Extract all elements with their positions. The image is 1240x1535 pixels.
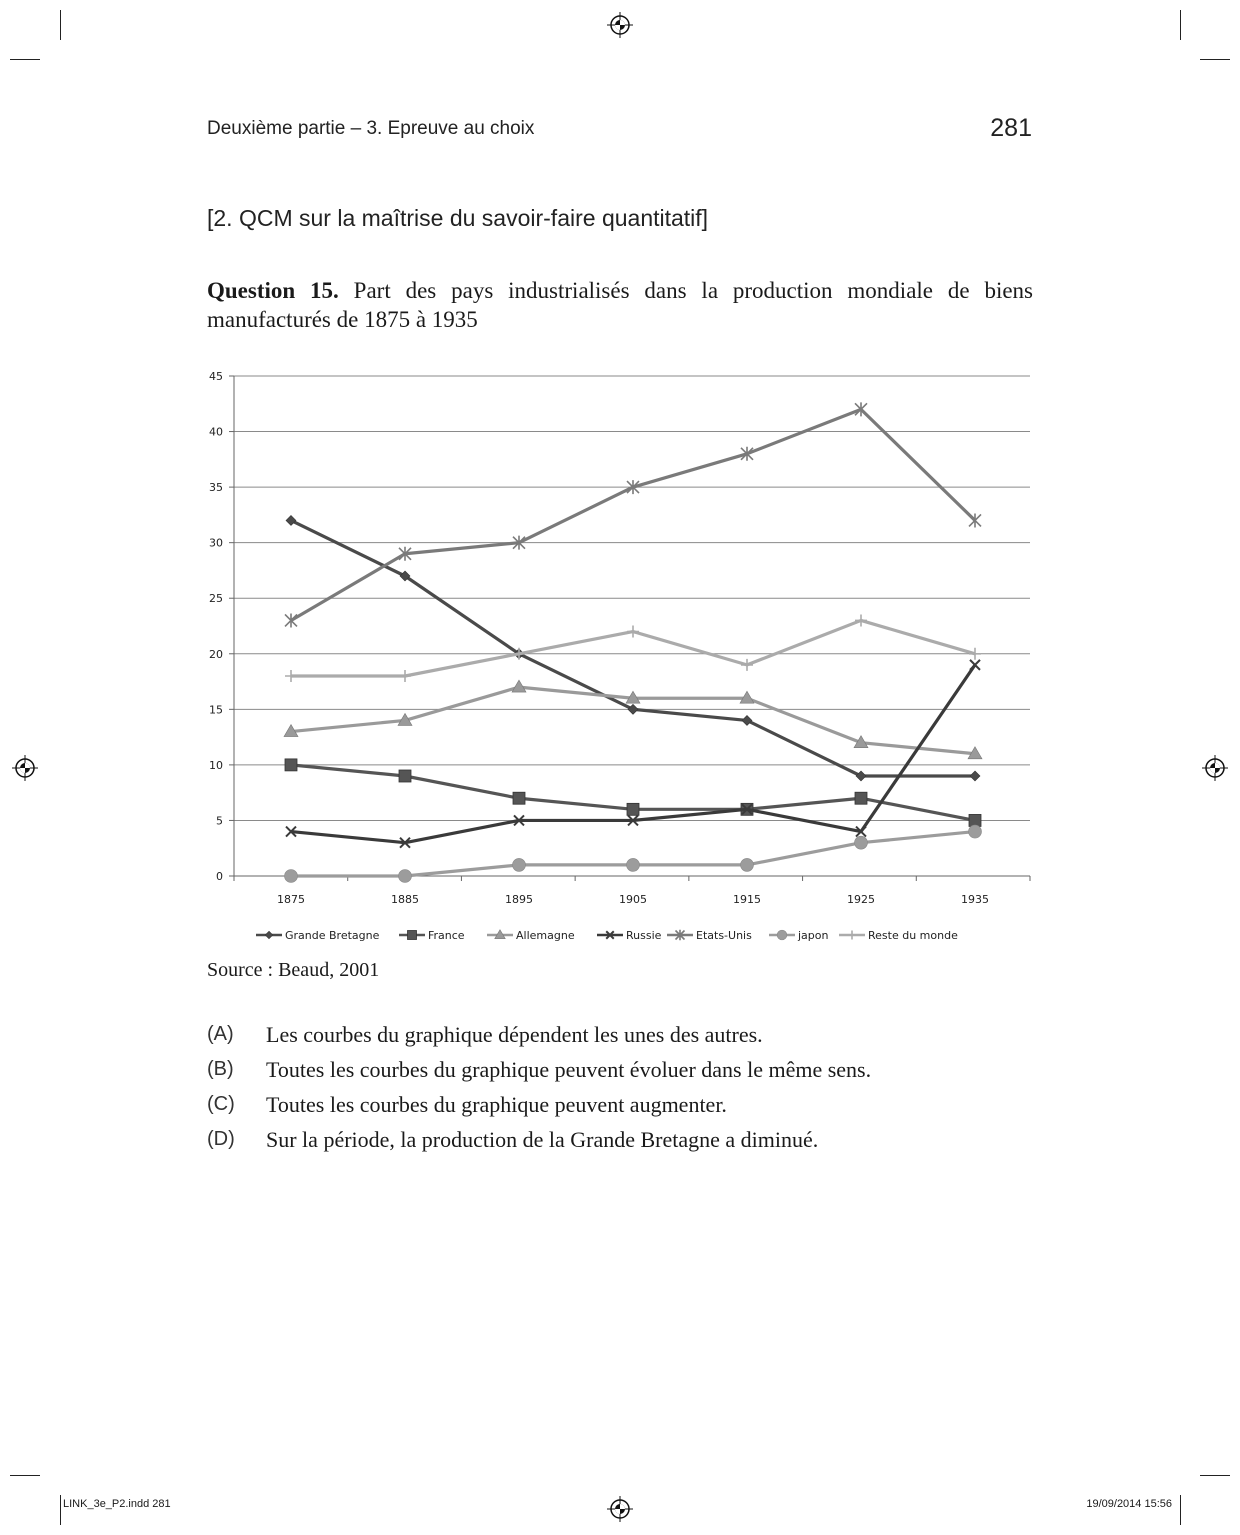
- data-point: [627, 803, 639, 815]
- y-tick-label: 40: [209, 425, 223, 439]
- series-etats-unis: [285, 402, 981, 627]
- slug-file: LINK_3e_P2.indd 281: [63, 1498, 171, 1510]
- crop-mark: [1180, 10, 1181, 40]
- legend-label: Allemagne: [516, 929, 575, 942]
- x-tick-label: 1875: [277, 893, 305, 906]
- y-tick-label: 25: [209, 592, 223, 606]
- data-point: [777, 930, 787, 940]
- question-body: Part des pays industrialisés dans la production mondiale de biens manufacturés de 1875 à 1935: [207, 278, 1034, 332]
- answer-option[interactable]: [207, 1122, 1037, 1157]
- crop-mark: [1200, 59, 1230, 60]
- slug-date: 19/09/2014 15:56: [1086, 1498, 1172, 1510]
- x-tick-label: 1935: [961, 893, 989, 906]
- chart-series: [284, 402, 982, 882]
- legend-item: [839, 929, 958, 942]
- series-russie: [286, 660, 980, 848]
- y-tick-label: 0: [216, 870, 223, 883]
- line-chart: [190, 360, 1040, 955]
- legend-label: Grande Bretagne: [285, 929, 380, 942]
- option-text: Les courbes du graphique dépendent les unes des autres.: [266, 1021, 763, 1047]
- data-point: [285, 670, 297, 682]
- y-tick-label: 10: [209, 758, 223, 772]
- legend-label: Reste du monde: [868, 929, 958, 942]
- series-grande-bretagne: [286, 515, 980, 781]
- data-point: [741, 858, 754, 871]
- data-point: [399, 670, 411, 682]
- data-point: [856, 771, 866, 781]
- x-tick-label: 1895: [505, 893, 533, 906]
- legend-item: [769, 929, 829, 942]
- registration-mark-icon: [12, 755, 38, 781]
- y-tick-label: 20: [209, 647, 223, 661]
- option-text: Sur la période, la production de la Grande Bretagne a diminué.: [266, 1126, 819, 1152]
- data-point: [285, 759, 297, 771]
- legend-item: [597, 929, 662, 942]
- data-point: [408, 931, 417, 940]
- data-point: [969, 513, 981, 527]
- data-point: [969, 814, 981, 826]
- answer-option[interactable]: [207, 1017, 1037, 1052]
- crop-mark: [1200, 1475, 1230, 1476]
- y-tick-label: 35: [209, 481, 223, 495]
- data-point: [969, 825, 982, 838]
- series-allemagne: [284, 680, 982, 759]
- legend-label: japon: [798, 929, 829, 942]
- data-point: [848, 931, 857, 940]
- question-text: [207, 276, 1033, 334]
- answer-options: [207, 1017, 1037, 1157]
- data-point: [399, 770, 411, 782]
- data-point: [969, 648, 981, 660]
- data-point: [741, 659, 753, 671]
- data-point: [513, 858, 526, 871]
- data-point: [627, 858, 640, 871]
- legend-item: [256, 929, 380, 942]
- chart-axes: [209, 370, 1030, 906]
- data-point: [265, 931, 273, 939]
- legend-item: [487, 929, 575, 942]
- answer-option[interactable]: [207, 1087, 1037, 1122]
- crop-mark: [10, 59, 40, 60]
- option-letter: (B): [207, 1058, 234, 1080]
- x-tick-label: 1915: [733, 893, 761, 906]
- series-line: [291, 409, 975, 620]
- data-point: [286, 515, 296, 525]
- page-number: 281: [990, 114, 1032, 142]
- y-tick-label: 15: [209, 703, 223, 717]
- option-letter: (A): [207, 1023, 234, 1045]
- registration-mark-icon: [1202, 755, 1228, 781]
- data-point: [285, 613, 297, 627]
- x-tick-label: 1905: [619, 893, 647, 906]
- data-point: [399, 870, 412, 883]
- running-title: Deuxième partie – 3. Epreuve au choix: [207, 118, 535, 139]
- legend-label: Russie: [626, 929, 662, 942]
- crop-mark: [1180, 1495, 1181, 1525]
- y-tick-label: 5: [216, 814, 223, 828]
- chart-legend: [256, 929, 958, 942]
- option-text: Toutes les courbes du graphique peuvent augmenter.: [266, 1091, 727, 1117]
- series-reste-du-monde: [285, 614, 981, 682]
- legend-item: [399, 929, 465, 942]
- answer-option[interactable]: [207, 1052, 1037, 1087]
- data-point: [628, 704, 638, 714]
- y-tick-label: 45: [209, 370, 223, 383]
- crop-mark: [60, 1495, 61, 1525]
- option-letter: (D): [207, 1128, 235, 1150]
- question-label: Question 15.: [207, 278, 339, 303]
- data-point: [855, 614, 867, 626]
- series-france: [285, 759, 981, 827]
- registration-mark-icon: [607, 1496, 633, 1522]
- data-point: [855, 792, 867, 804]
- option-text: Toutes les courbes du graphique peuvent évoluer dans le même sens.: [266, 1056, 872, 1082]
- source-note: Source : Beaud, 2001: [207, 959, 380, 981]
- data-point: [513, 792, 525, 804]
- registration-mark-icon: [607, 12, 633, 38]
- data-point: [627, 626, 639, 638]
- option-letter: (C): [207, 1093, 235, 1115]
- legend-label: Etats-Unis: [696, 929, 752, 942]
- y-tick-label: 30: [209, 536, 223, 550]
- data-point: [970, 660, 980, 670]
- crop-mark: [60, 10, 61, 40]
- chart-grid: [234, 376, 1030, 820]
- data-point: [742, 715, 752, 725]
- x-tick-label: 1925: [847, 893, 875, 906]
- data-point: [970, 771, 980, 781]
- series-japon: [285, 825, 982, 882]
- section-title: [2. QCM sur la maîtrise du savoir-faire quantitatif]: [207, 205, 709, 231]
- x-tick-label: 1885: [391, 893, 419, 906]
- crop-mark: [10, 1475, 40, 1476]
- legend-item: [667, 929, 752, 942]
- legend-label: France: [428, 929, 465, 942]
- data-point: [855, 836, 868, 849]
- data-point: [285, 870, 298, 883]
